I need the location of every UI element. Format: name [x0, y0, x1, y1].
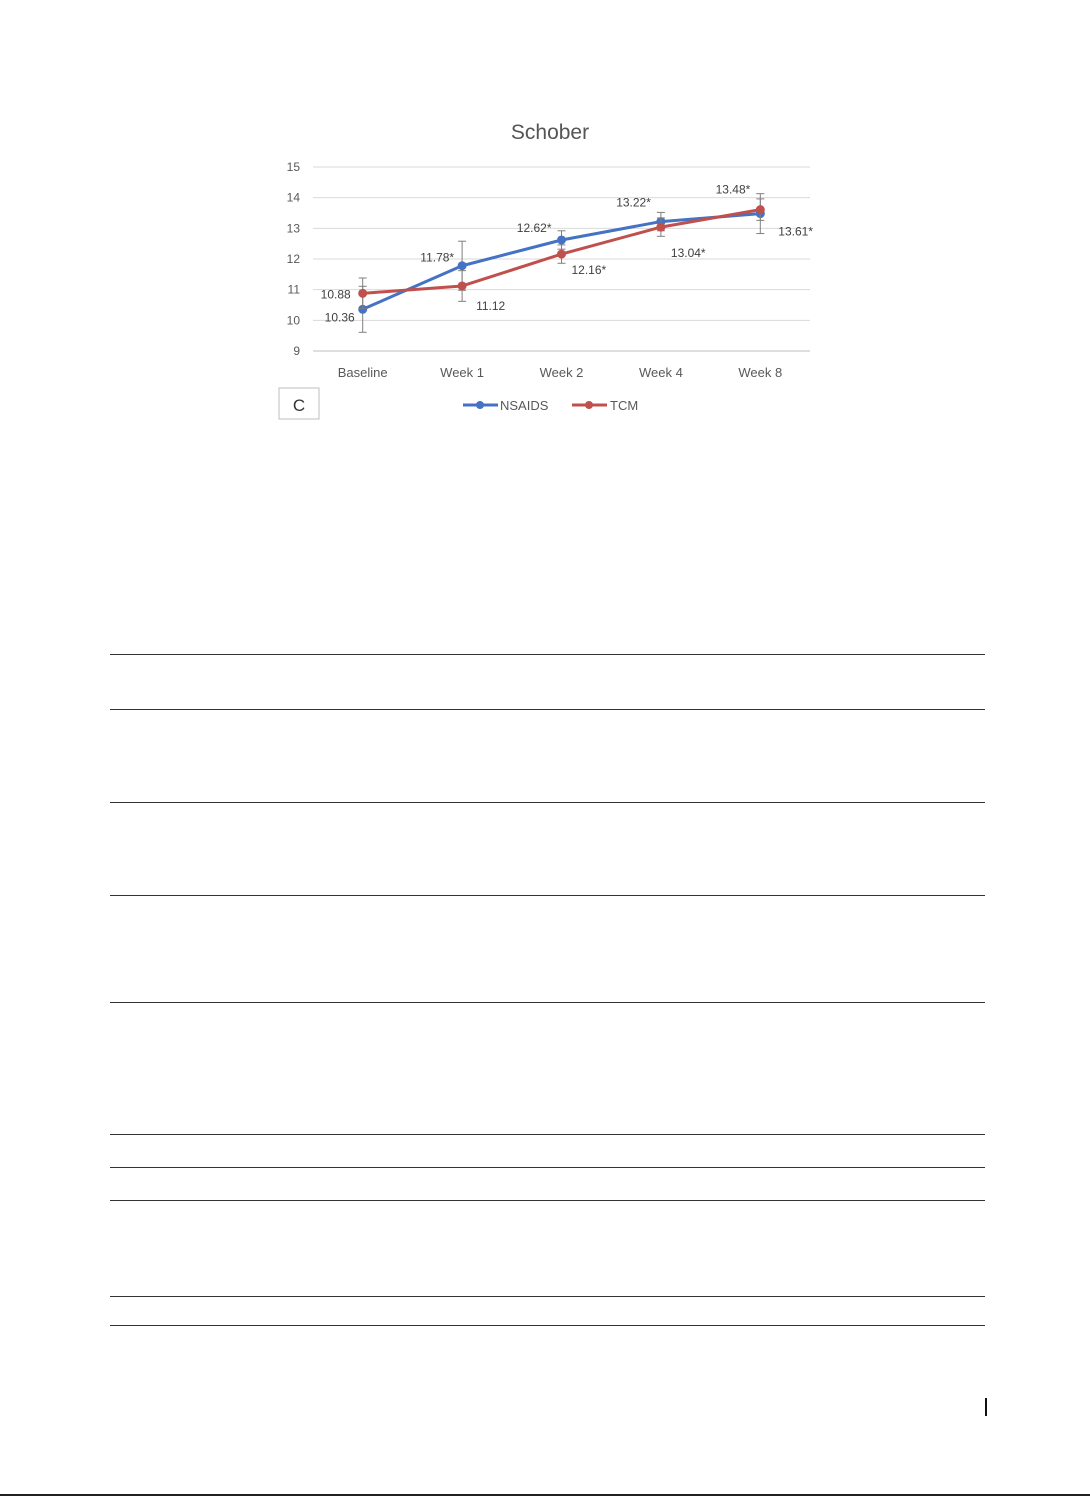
chart-title: Schober	[510, 121, 590, 144]
data-label-tcm: 11.12	[476, 298, 506, 313]
data-label-nsaids: 13.48*	[715, 182, 751, 197]
data-point-nsaids	[557, 235, 566, 244]
y-tick-label: 13	[286, 221, 300, 236]
y-tick-label: 11	[287, 282, 300, 297]
data-label-tcm: 12.16*	[571, 263, 607, 278]
data-label-nsaids: 11.78*	[420, 250, 455, 265]
schober-chart	[0, 0, 1090, 440]
table-rule-2	[110, 709, 985, 710]
table-rule-3	[110, 802, 985, 803]
data-point-tcm	[458, 281, 467, 290]
data-label-nsaids: 13.22*	[616, 195, 651, 210]
legend-label-nsaids: NSAIDS	[500, 398, 549, 413]
table-rule-6	[110, 1134, 985, 1135]
legend-label-tcm: TCM	[610, 398, 639, 413]
y-tick-label: 9	[293, 344, 300, 358]
data-label-nsaids: 10.36	[324, 310, 355, 325]
x-tick-label: Week 8	[738, 365, 783, 380]
y-tick-label: 10	[286, 313, 300, 328]
table-rule-1	[110, 654, 985, 655]
legend-marker-nsaids	[476, 401, 484, 409]
panel-label-box	[279, 388, 319, 419]
legend-marker-tcm	[585, 401, 593, 409]
page-bottom-line	[0, 1494, 1090, 1496]
legend	[463, 398, 638, 413]
table-rule-9	[110, 1296, 985, 1297]
x-axis-ticks	[338, 365, 782, 380]
table-rule-5	[110, 1002, 985, 1003]
data-point-nsaids	[458, 261, 467, 270]
table-rule-4	[110, 895, 985, 896]
x-tick-label: Week 2	[539, 365, 584, 380]
table-rule-7	[110, 1167, 985, 1168]
table-rule-8	[110, 1200, 985, 1201]
data-label-tcm: 13.61*	[778, 224, 814, 239]
page-marker	[985, 1398, 987, 1416]
y-tick-label: 12	[286, 252, 300, 266]
panel-label: C	[292, 396, 306, 415]
data-point-tcm	[557, 250, 566, 259]
series-layer	[358, 194, 765, 333]
x-tick-label: Baseline	[337, 365, 388, 380]
data-point-tcm	[656, 223, 665, 232]
y-axis-ticks	[287, 160, 301, 358]
table-rule-10	[110, 1325, 985, 1326]
data-point-tcm	[358, 289, 367, 298]
y-tick-label: 14	[286, 190, 300, 205]
y-tick-label: 15	[286, 160, 300, 174]
data-label-nsaids: 12.62*	[516, 220, 552, 235]
data-point-tcm	[756, 205, 765, 214]
data-label-tcm: 13.04*	[670, 246, 706, 261]
data-label-tcm: 10.88	[320, 287, 351, 302]
x-tick-label: Week 4	[638, 365, 683, 380]
x-tick-label: Week 1	[440, 365, 485, 380]
